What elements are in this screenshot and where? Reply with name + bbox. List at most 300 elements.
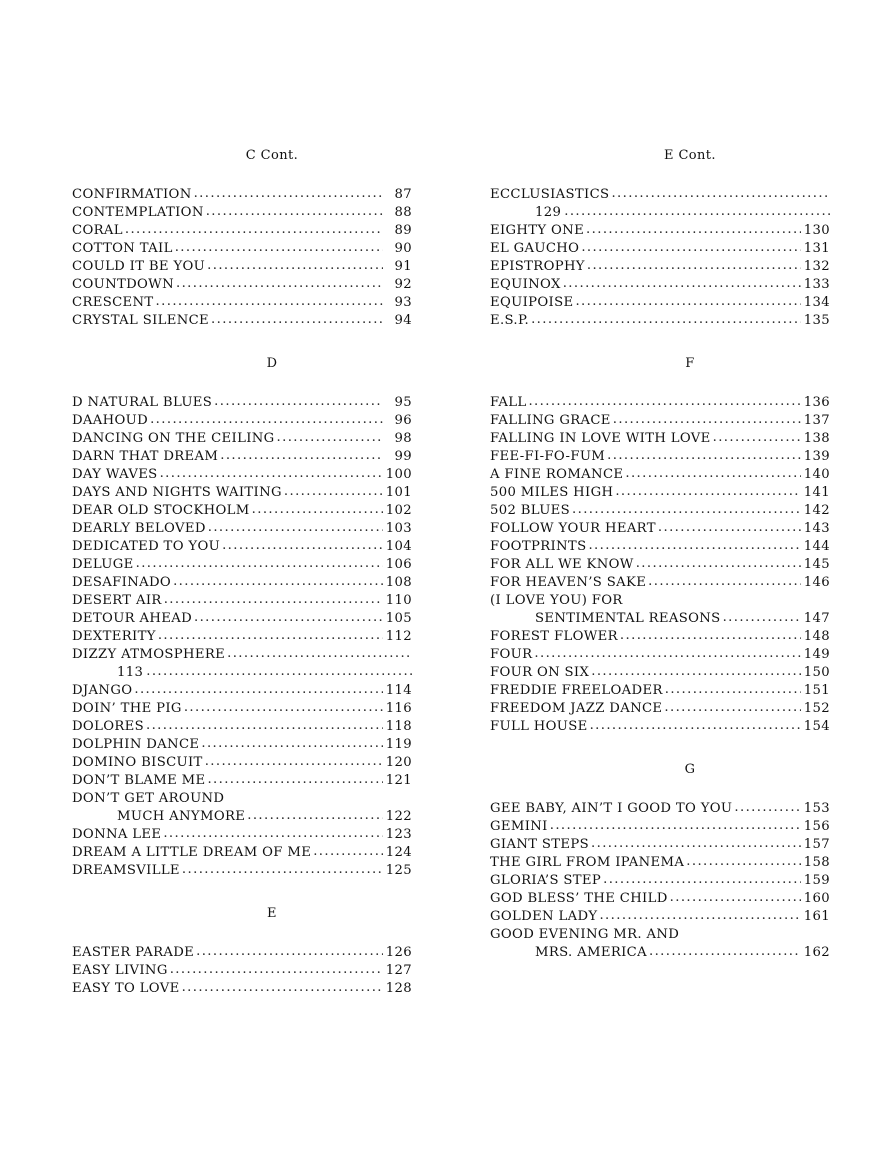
leader-dots	[575, 293, 800, 311]
leader-dots	[670, 889, 801, 907]
index-entry-page: 101	[385, 485, 412, 500]
index-entry-title: DESERT AIR	[72, 593, 162, 608]
index-entry	[72, 754, 412, 772]
index-entry-title: DAYS AND NIGHTS WAITING	[72, 485, 282, 500]
index-entry-title: DOMINO BISCUIT	[72, 755, 203, 770]
index-entry-title: D NATURAL BLUES	[72, 395, 213, 410]
leader-dots	[686, 853, 801, 871]
index-entry-title: DOIN’ THE PIG	[72, 701, 182, 716]
index-entry	[490, 854, 830, 872]
leader-dots	[615, 483, 800, 501]
leader-dots	[603, 871, 801, 889]
index-entry-title: COULD IT BE YOU	[72, 259, 206, 274]
index-entry-title: EQUIPOISE	[490, 295, 574, 310]
index-entry-title: DAAHOUD	[72, 413, 149, 428]
index-entry	[490, 394, 830, 412]
leader-dots	[208, 519, 383, 537]
leader-dots	[658, 519, 801, 537]
index-entry	[490, 890, 830, 908]
index-entry-title: COUNTDOWN	[72, 277, 174, 292]
index-entry-page: 95	[394, 395, 412, 410]
leader-dots	[211, 311, 383, 329]
index-entry	[490, 592, 830, 628]
index-entry	[72, 186, 412, 204]
leader-dots	[150, 411, 383, 429]
index-entry-page: 114	[385, 683, 412, 698]
leader-dots	[176, 275, 383, 293]
index-entry-list	[490, 186, 880, 330]
index-entry-page: 140	[803, 467, 830, 482]
index-entry-page: 98	[394, 431, 412, 446]
index-entry	[490, 484, 830, 502]
index-entry-page: 154	[803, 719, 830, 734]
leader-dots	[134, 681, 382, 699]
index-entry-title: FOUR ON SIX	[490, 665, 590, 680]
index-entry	[72, 394, 412, 412]
leader-dots	[590, 717, 801, 735]
index-entry	[490, 574, 830, 592]
index-entry	[490, 872, 830, 890]
index-entry-title: DELUGE	[72, 557, 134, 572]
index-entry-title: A FINE ROMANCE	[490, 467, 624, 482]
leader-dots	[125, 221, 383, 239]
index-entry-page: 90	[394, 241, 412, 256]
leader-dots	[164, 591, 383, 609]
index-entry-page: 91	[394, 259, 412, 274]
index-entry-title: FREEDOM JAZZ DANCE	[490, 701, 663, 716]
index-entry-title-cont: MUCH ANYMORE	[117, 809, 246, 824]
index-section	[490, 356, 880, 736]
index-entry-title: DEARLY BELOVED	[72, 521, 206, 536]
index-section-heading: G	[684, 762, 696, 777]
leader-dots	[636, 555, 801, 573]
index-entry	[490, 312, 830, 330]
index-entry	[490, 556, 830, 574]
index-section	[72, 906, 462, 998]
leader-dots	[284, 483, 383, 501]
index-entry	[490, 294, 830, 312]
leader-dots	[182, 861, 383, 879]
leader-dots	[648, 573, 801, 591]
leader-dots	[184, 699, 383, 717]
leader-dots	[572, 501, 801, 519]
index-entry-title: FOOTPRINTS	[490, 539, 587, 554]
index-entry-title: FEE-FI-FO-FUM	[490, 449, 606, 464]
index-entry-title: CRYSTAL SILENCE	[72, 313, 210, 328]
index-entry-title: DESAFINADO	[72, 575, 172, 590]
index-entry-page: 161	[803, 909, 830, 924]
index-entry-page: 120	[385, 755, 412, 770]
index-entry-title: DON’T GET AROUND	[72, 791, 225, 806]
index-entry-title: CONFIRMATION	[72, 187, 192, 202]
index-entry-page: 149	[803, 647, 830, 662]
leader-dots	[170, 961, 383, 979]
index-entry-title: 502 BLUES	[490, 503, 571, 518]
index-entry	[490, 664, 830, 682]
index-entry	[490, 276, 830, 294]
index-entry-title: CRESCENT	[72, 295, 154, 310]
index-entry-list	[490, 800, 880, 962]
index-section-heading: E	[267, 906, 277, 921]
leader-dots	[550, 817, 801, 835]
leader-dots	[665, 681, 801, 699]
index-entry	[490, 430, 830, 448]
index-entry	[490, 538, 830, 556]
index-entry	[490, 222, 830, 240]
index-entry-page: 134	[803, 295, 830, 310]
leader-dots	[607, 447, 801, 465]
index-entry	[490, 240, 830, 258]
leader-dots	[587, 257, 801, 275]
index-entry	[72, 646, 412, 682]
index-entry-title: CORAL	[72, 223, 123, 238]
index-entry-page: 153	[803, 801, 830, 816]
leader-dots	[252, 501, 383, 519]
index-section-heading: F	[685, 356, 695, 371]
index-entry	[490, 466, 830, 484]
index-entry	[490, 718, 830, 736]
index-entry	[72, 944, 412, 962]
index-section	[490, 148, 880, 330]
index-entry	[490, 412, 830, 430]
index-entry-page: 119	[385, 737, 412, 752]
index-entry-page: 135	[803, 313, 830, 328]
index-entry-page: 121	[385, 773, 412, 788]
index-entry-page: 106	[385, 557, 412, 572]
leader-dots	[158, 627, 383, 645]
index-entry-title: DONNA LEE	[72, 827, 162, 842]
index-entry-page: 137	[803, 413, 830, 428]
index-entry	[72, 844, 412, 862]
index-entry-page: 89	[394, 223, 412, 238]
index-entry	[72, 430, 412, 448]
index-entry-page: 130	[803, 223, 830, 238]
index-entry-title: EL GAUCHO	[490, 241, 580, 256]
index-entry-page: 94	[394, 313, 412, 328]
index-entry	[72, 258, 412, 276]
index-entry-title-line1	[490, 926, 830, 944]
leader-dots	[220, 447, 383, 465]
leader-dots	[173, 573, 383, 591]
index-entry-title: EPISTROPHY	[490, 259, 585, 274]
leader-dots	[531, 311, 801, 329]
index-entry	[72, 294, 412, 312]
index-section-heading: C Cont.	[245, 148, 299, 163]
leader-dots	[599, 907, 800, 925]
index-entry	[72, 502, 412, 520]
index-entry-page: 145	[803, 557, 830, 572]
leader-dots	[222, 537, 383, 555]
index-entry-title: DEDICATED TO YOU	[72, 539, 221, 554]
index-entry-title: FULL HOUSE	[490, 719, 588, 734]
index-section	[72, 148, 462, 330]
index-entry-page: 129	[535, 205, 562, 220]
index-entry	[490, 646, 830, 664]
index-entry-list	[72, 394, 462, 880]
index-entry	[72, 628, 412, 646]
index-entry-page: 102	[385, 503, 412, 518]
index-entry	[72, 700, 412, 718]
index-entry-title: GOLDEN LADY	[490, 909, 598, 924]
index-entry-list	[490, 394, 880, 736]
index-entry	[72, 466, 412, 484]
leader-dots	[194, 185, 383, 203]
index-entry-page: 127	[385, 963, 412, 978]
index-entry-page: 150	[803, 665, 830, 680]
index-entry	[490, 682, 830, 700]
index-entry-page: 118	[385, 719, 412, 734]
leader-dots	[214, 393, 383, 411]
index-entry-title: (I LOVE YOU) FOR	[490, 593, 623, 608]
leader-dots	[205, 753, 383, 771]
leader-dots	[620, 627, 801, 645]
leader-dots	[313, 843, 383, 861]
index-entry	[72, 448, 412, 466]
index-entry	[72, 772, 412, 790]
index-entry-title: ECCLUSIASTICS	[490, 187, 610, 202]
right-column	[490, 148, 880, 998]
leader-dots	[664, 699, 800, 717]
index-entry-title: DAY WAVES	[72, 467, 158, 482]
leader-dots	[613, 411, 801, 429]
index-entry-list	[72, 944, 462, 998]
index-entry-page: 157	[803, 837, 830, 852]
leader-dots	[734, 799, 800, 817]
index-entry-title-cont: SENTIMENTAL REASONS	[535, 611, 721, 626]
leader-dots	[206, 203, 383, 221]
index-entry	[490, 448, 830, 466]
index-entry-title: DOLPHIN DANCE	[72, 737, 200, 752]
leader-dots	[625, 465, 800, 483]
index-entry	[72, 718, 412, 736]
index-entry-title: EASY TO LOVE	[72, 981, 180, 996]
index-entry	[72, 790, 412, 826]
index-entry	[72, 826, 412, 844]
leader-dots	[586, 221, 801, 239]
index-entry-title: DARN THAT DREAM	[72, 449, 219, 464]
index-entry-title: FOUR	[490, 647, 533, 662]
index-entry	[72, 222, 412, 240]
index-entry-title: DETOUR AHEAD	[72, 611, 192, 626]
index-entry-title: DREAMSVILLE	[72, 863, 180, 878]
index-entry	[490, 818, 830, 836]
index-entry-page: 87	[394, 187, 412, 202]
index-entry-page: 104	[385, 539, 412, 554]
index-entry-page: 156	[803, 819, 830, 834]
index-entry-page: 112	[385, 629, 412, 644]
leader-dots	[611, 185, 830, 203]
index-section	[72, 356, 462, 880]
index-entry	[72, 312, 412, 330]
index-entry-title-line	[490, 186, 830, 204]
index-entry-page: 126	[385, 945, 412, 960]
index-entry-title-cont: MRS. AMERICA	[535, 945, 647, 960]
index-entry-page: 147	[803, 611, 830, 626]
index-entry-page: 128	[385, 981, 412, 996]
index-entry-title-line	[72, 646, 412, 664]
index-entry-title-line2	[490, 944, 830, 962]
leader-dots	[194, 609, 383, 627]
left-column	[72, 148, 462, 998]
index-entry-page: 123	[385, 827, 412, 842]
index-entry	[72, 980, 412, 998]
index-entry-page: 148	[803, 629, 830, 644]
index-entry-title: DEAR OLD STOCKHOLM	[72, 503, 250, 518]
index-entry-page: 105	[385, 611, 412, 626]
index-entry-title: GOOD EVENING MR. AND	[490, 927, 680, 942]
index-entry-title: DOLORES	[72, 719, 144, 734]
index-entry-page: 159	[803, 873, 830, 888]
index-entry-title: GEE BABY, AIN’T I GOOD TO YOU	[490, 801, 733, 816]
leader-dots	[146, 717, 383, 735]
index-entry-page: 125	[385, 863, 412, 878]
leader-dots	[564, 203, 830, 221]
index-entry	[72, 412, 412, 430]
index-entry-page: 96	[394, 413, 412, 428]
index-entry	[72, 574, 412, 592]
index-entry-title: GIANT STEPS	[490, 837, 590, 852]
index-entry-page: 131	[803, 241, 830, 256]
index-entry-title: EASTER PARADE	[72, 945, 195, 960]
leader-dots	[160, 465, 383, 483]
index-entry-title: DIZZY ATMOSPHERE	[72, 647, 226, 662]
index-entry-title: FREDDIE FREELOADER	[490, 683, 663, 698]
index-entry-title: EIGHTY ONE	[490, 223, 585, 238]
index-entry	[490, 908, 830, 926]
index-entry-title: FOR ALL WE KNOW	[490, 557, 634, 572]
leader-dots	[528, 393, 800, 411]
index-entry-page: 160	[803, 891, 830, 906]
index-entry-title: THE GIRL FROM IPANEMA	[490, 855, 685, 870]
index-entry	[72, 556, 412, 574]
index-columns	[0, 148, 890, 998]
index-entry-page: 144	[803, 539, 830, 554]
index-entry	[72, 520, 412, 538]
index-entry-title: DREAM A LITTLE DREAM OF ME	[72, 845, 312, 860]
index-entry	[490, 520, 830, 538]
index-section-heading: E Cont.	[664, 148, 716, 163]
index-entry	[490, 628, 830, 646]
leader-dots	[649, 943, 801, 961]
index-entry-page: 93	[394, 295, 412, 310]
index-entry	[72, 736, 412, 754]
index-entry	[490, 926, 830, 962]
index-entry-title: FOLLOW YOUR HEART	[490, 521, 656, 536]
index-entry-page: 122	[385, 809, 412, 824]
index-entry-title: FALLING IN LOVE WITH LOVE	[490, 431, 711, 446]
leader-dots	[563, 275, 801, 293]
leader-dots	[201, 735, 382, 753]
index-entry-page: 133	[803, 277, 830, 292]
index-entry-title: GEMINI	[490, 819, 548, 834]
index-entry-title-line1	[490, 592, 830, 610]
index-entry-title-line2	[72, 808, 412, 826]
leader-dots	[591, 663, 801, 681]
index-entry-page: 138	[803, 431, 830, 446]
index-entry-page: 143	[803, 521, 830, 536]
leader-dots	[247, 807, 383, 825]
index-entry-title: FALL	[490, 395, 527, 410]
index-entry-page: 146	[803, 575, 830, 590]
leader-dots	[182, 979, 383, 997]
index-entry-page: 92	[394, 277, 412, 292]
index-entry-page: 116	[385, 701, 412, 716]
index-entry	[72, 240, 412, 258]
index-entry-title: DON’T BLAME ME	[72, 773, 206, 788]
index-entry	[72, 538, 412, 556]
index-entry-title: DANCING ON THE CEILING	[72, 431, 275, 446]
index-entry-title: FOREST FLOWER	[490, 629, 618, 644]
index-entry	[72, 276, 412, 294]
leader-dots	[534, 645, 800, 663]
index-entry-page: 110	[385, 593, 412, 608]
index-entry	[72, 592, 412, 610]
index-entry-page: 158	[803, 855, 830, 870]
index-entry-title: EQUINOX	[490, 277, 561, 292]
index-entry	[72, 962, 412, 980]
index-section-heading: D	[266, 356, 278, 371]
index-entry-page: 142	[803, 503, 830, 518]
index-entry-page: 103	[385, 521, 412, 536]
index-section	[490, 762, 880, 962]
index-entry	[490, 186, 830, 222]
index-entry-title: DJANGO	[72, 683, 133, 698]
index-entry	[72, 484, 412, 502]
index-entry-page: 108	[385, 575, 412, 590]
leader-dots	[207, 257, 383, 275]
index-entry-page: 162	[803, 945, 830, 960]
leader-dots	[175, 239, 383, 257]
index-entry	[490, 836, 830, 854]
index-entry-title: GOD BLESS’ THE CHILD	[490, 891, 668, 906]
index-entry-title: 500 MILES HIGH	[490, 485, 614, 500]
index-entry-page: 151	[803, 683, 830, 698]
index-entry-page: 99	[394, 449, 412, 464]
leader-dots	[146, 663, 412, 681]
index-entry-page-line	[72, 664, 412, 682]
index-entry-title-line2	[490, 610, 830, 628]
index-entry-page: 88	[394, 205, 412, 220]
leader-dots	[163, 825, 382, 843]
leader-dots	[591, 835, 801, 853]
leader-dots	[723, 609, 801, 627]
index-entry-page: 124	[385, 845, 412, 860]
leader-dots	[227, 645, 412, 663]
index-entry	[490, 502, 830, 520]
leader-dots	[581, 239, 800, 257]
index-entry-title-line1	[72, 790, 412, 808]
index-entry-title: EASY LIVING	[72, 963, 168, 978]
index-entry-title: CONTEMPLATION	[72, 205, 204, 220]
leader-dots	[207, 771, 382, 789]
index-entry-title: FALLING GRACE	[490, 413, 611, 428]
leader-dots	[156, 293, 383, 311]
index-entry	[490, 258, 830, 276]
leader-dots	[196, 943, 383, 961]
index-entry-title: DEXTERITY	[72, 629, 156, 644]
index-entry-title: FOR HEAVEN’S SAKE	[490, 575, 647, 590]
index-entry-page: 152	[803, 701, 830, 716]
index-entry	[72, 610, 412, 628]
index-entry	[490, 800, 830, 818]
index-entry-page: 113	[117, 665, 144, 680]
leader-dots	[588, 537, 800, 555]
index-entry	[72, 862, 412, 880]
index-entry-list	[72, 186, 462, 330]
index-entry-page: 132	[803, 259, 830, 274]
index-entry-title: COTTON TAIL	[72, 241, 173, 256]
index-entry	[490, 700, 830, 718]
